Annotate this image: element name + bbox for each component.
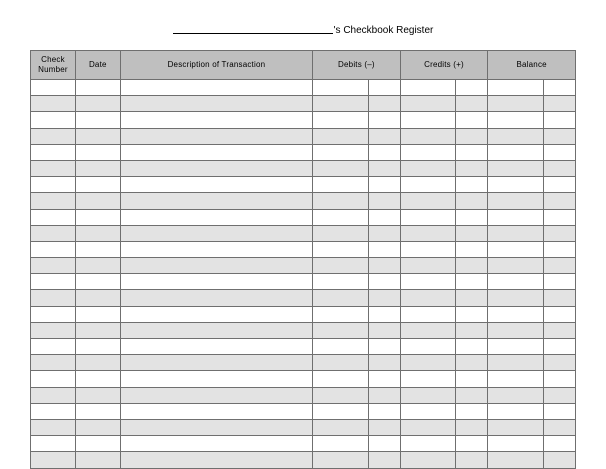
cell-description[interactable]: [120, 419, 312, 435]
cell-check-number[interactable]: [31, 306, 76, 322]
cell-date[interactable]: [75, 128, 120, 144]
table-row: [31, 274, 576, 290]
cell-balance-dollars[interactable]: [488, 225, 544, 241]
cell-date[interactable]: [75, 160, 120, 176]
cell-balance-dollars[interactable]: [488, 144, 544, 160]
cell-debit-cents[interactable]: [368, 144, 400, 160]
cell-credit-cents[interactable]: [456, 258, 488, 274]
cell-balance-cents[interactable]: [543, 274, 575, 290]
cell-debit-dollars[interactable]: [313, 80, 369, 96]
table-row: [31, 419, 576, 435]
column-header-debits: Debits (–): [313, 51, 401, 80]
cell-balance-dollars[interactable]: [488, 274, 544, 290]
cell-credit-cents[interactable]: [456, 193, 488, 209]
cell-credit-cents[interactable]: [456, 403, 488, 419]
cell-check-number[interactable]: [31, 112, 76, 128]
cell-debit-cents[interactable]: [368, 436, 400, 452]
cell-date[interactable]: [75, 112, 120, 128]
cell-credit-cents[interactable]: [456, 387, 488, 403]
cell-debit-cents[interactable]: [368, 306, 400, 322]
table-row: [31, 112, 576, 128]
cell-date[interactable]: [75, 274, 120, 290]
cell-credit-cents[interactable]: [456, 371, 488, 387]
cell-description[interactable]: [120, 258, 312, 274]
cell-debit-cents[interactable]: [368, 355, 400, 371]
cell-description[interactable]: [120, 177, 312, 193]
cell-date[interactable]: [75, 290, 120, 306]
cell-description[interactable]: [120, 306, 312, 322]
cell-balance-cents[interactable]: [543, 452, 575, 468]
cell-balance-cents[interactable]: [543, 96, 575, 112]
cell-debit-dollars[interactable]: [313, 306, 369, 322]
cell-check-number[interactable]: [31, 96, 76, 112]
cell-debit-dollars[interactable]: [313, 258, 369, 274]
cell-balance-cents[interactable]: [543, 209, 575, 225]
cell-debit-dollars[interactable]: [313, 387, 369, 403]
cell-debit-dollars[interactable]: [313, 177, 369, 193]
cell-credit-dollars[interactable]: [400, 387, 456, 403]
table-row: [31, 371, 576, 387]
cell-credit-cents[interactable]: [456, 177, 488, 193]
register-body: [31, 80, 576, 469]
cell-check-number[interactable]: [31, 452, 76, 468]
cell-credit-cents[interactable]: [456, 128, 488, 144]
cell-balance-dollars[interactable]: [488, 241, 544, 257]
cell-date[interactable]: [75, 193, 120, 209]
cell-debit-cents[interactable]: [368, 241, 400, 257]
cell-credit-dollars[interactable]: [400, 322, 456, 338]
cell-balance-dollars[interactable]: [488, 80, 544, 96]
cell-credit-dollars[interactable]: [400, 96, 456, 112]
cell-date[interactable]: [75, 144, 120, 160]
table-row: [31, 258, 576, 274]
cell-balance-cents[interactable]: [543, 160, 575, 176]
cell-debit-dollars[interactable]: [313, 112, 369, 128]
cell-balance-dollars[interactable]: [488, 209, 544, 225]
cell-debit-dollars[interactable]: [313, 436, 369, 452]
cell-description[interactable]: [120, 209, 312, 225]
cell-balance-dollars[interactable]: [488, 128, 544, 144]
cell-balance-cents[interactable]: [543, 80, 575, 96]
cell-credit-dollars[interactable]: [400, 403, 456, 419]
cell-check-number[interactable]: [31, 160, 76, 176]
cell-debit-cents[interactable]: [368, 274, 400, 290]
cell-debit-cents[interactable]: [368, 112, 400, 128]
table-row: [31, 193, 576, 209]
cell-balance-cents[interactable]: [543, 387, 575, 403]
cell-credit-cents[interactable]: [456, 144, 488, 160]
cell-check-number[interactable]: [31, 258, 76, 274]
cell-balance-dollars[interactable]: [488, 339, 544, 355]
cell-debit-cents[interactable]: [368, 96, 400, 112]
table-row: [31, 80, 576, 96]
table-row: [31, 436, 576, 452]
cell-balance-cents[interactable]: [543, 339, 575, 355]
register-table: [30, 50, 576, 469]
cell-credit-cents[interactable]: [456, 209, 488, 225]
table-row: [31, 403, 576, 419]
cell-credit-cents[interactable]: [456, 112, 488, 128]
cell-debit-cents[interactable]: [368, 80, 400, 96]
cell-balance-cents[interactable]: [543, 355, 575, 371]
cell-debit-dollars[interactable]: [313, 160, 369, 176]
cell-credit-cents[interactable]: [456, 339, 488, 355]
cell-balance-dollars[interactable]: [488, 387, 544, 403]
cell-credit-cents[interactable]: [456, 96, 488, 112]
cell-debit-dollars[interactable]: [313, 339, 369, 355]
cell-credit-cents[interactable]: [456, 225, 488, 241]
cell-credit-dollars[interactable]: [400, 193, 456, 209]
cell-check-number[interactable]: [31, 193, 76, 209]
cell-balance-cents[interactable]: [543, 241, 575, 257]
cell-balance-dollars[interactable]: [488, 290, 544, 306]
cell-debit-cents[interactable]: [368, 322, 400, 338]
cell-credit-dollars[interactable]: [400, 112, 456, 128]
cell-debit-cents[interactable]: [368, 209, 400, 225]
document-title: [0, 20, 606, 38]
cell-debit-dollars[interactable]: [313, 452, 369, 468]
cell-balance-cents[interactable]: [543, 306, 575, 322]
cell-date[interactable]: [75, 371, 120, 387]
column-header-credits: Credits (+): [400, 51, 488, 80]
cell-credit-dollars[interactable]: [400, 128, 456, 144]
table-header-row: [31, 51, 576, 80]
cell-date[interactable]: [75, 387, 120, 403]
cell-date[interactable]: [75, 80, 120, 96]
cell-debit-cents[interactable]: [368, 128, 400, 144]
cell-balance-dollars[interactable]: [488, 193, 544, 209]
cell-debit-dollars[interactable]: [313, 403, 369, 419]
cell-description[interactable]: [120, 355, 312, 371]
cell-credit-dollars[interactable]: [400, 177, 456, 193]
cell-description[interactable]: [120, 322, 312, 338]
cell-balance-cents[interactable]: [543, 144, 575, 160]
cell-credit-dollars[interactable]: [400, 452, 456, 468]
cell-balance-dollars[interactable]: [488, 258, 544, 274]
cell-date[interactable]: [75, 177, 120, 193]
cell-date[interactable]: [75, 339, 120, 355]
cell-debit-cents[interactable]: [368, 403, 400, 419]
cell-credit-dollars[interactable]: [400, 274, 456, 290]
cell-date[interactable]: [75, 436, 120, 452]
cell-debit-cents[interactable]: [368, 419, 400, 435]
cell-debit-dollars[interactable]: [313, 371, 369, 387]
cell-description[interactable]: [120, 274, 312, 290]
cell-balance-cents[interactable]: [543, 112, 575, 128]
cell-credit-dollars[interactable]: [400, 209, 456, 225]
table-row: [31, 160, 576, 176]
cell-description[interactable]: [120, 144, 312, 160]
cell-balance-cents[interactable]: [543, 225, 575, 241]
column-header-date: Date: [75, 51, 120, 80]
cell-balance-dollars[interactable]: [488, 112, 544, 128]
cell-debit-cents[interactable]: [368, 290, 400, 306]
cell-check-number[interactable]: [31, 128, 76, 144]
cell-description[interactable]: [120, 112, 312, 128]
cell-credit-dollars[interactable]: [400, 258, 456, 274]
cell-credit-cents[interactable]: [456, 290, 488, 306]
table-row: [31, 209, 576, 225]
cell-credit-dollars[interactable]: [400, 225, 456, 241]
cell-date[interactable]: [75, 355, 120, 371]
cell-date[interactable]: [75, 225, 120, 241]
cell-check-number[interactable]: [31, 144, 76, 160]
cell-credit-cents[interactable]: [456, 306, 488, 322]
cell-credit-cents[interactable]: [456, 452, 488, 468]
cell-date[interactable]: [75, 452, 120, 468]
cell-balance-cents[interactable]: [543, 290, 575, 306]
cell-check-number[interactable]: [31, 290, 76, 306]
cell-balance-cents[interactable]: [543, 371, 575, 387]
cell-balance-cents[interactable]: [543, 436, 575, 452]
cell-date[interactable]: [75, 419, 120, 435]
cell-check-number[interactable]: [31, 274, 76, 290]
cell-description[interactable]: [120, 80, 312, 96]
cell-balance-cents[interactable]: [543, 258, 575, 274]
cell-debit-dollars[interactable]: [313, 144, 369, 160]
cell-debit-dollars[interactable]: [313, 322, 369, 338]
table-row: [31, 241, 576, 257]
cell-check-number[interactable]: [31, 403, 76, 419]
cell-check-number[interactable]: [31, 241, 76, 257]
cell-credit-dollars[interactable]: [400, 290, 456, 306]
table-row: [31, 144, 576, 160]
cell-debit-dollars[interactable]: [313, 274, 369, 290]
cell-balance-cents[interactable]: [543, 177, 575, 193]
cell-balance-dollars[interactable]: [488, 96, 544, 112]
table-row: [31, 225, 576, 241]
cell-balance-dollars[interactable]: [488, 322, 544, 338]
table-row: [31, 452, 576, 468]
cell-check-number[interactable]: [31, 225, 76, 241]
cell-balance-cents[interactable]: [543, 128, 575, 144]
cell-credit-dollars[interactable]: [400, 339, 456, 355]
cell-description[interactable]: [120, 339, 312, 355]
cell-date[interactable]: [75, 403, 120, 419]
cell-credit-dollars[interactable]: [400, 306, 456, 322]
cell-credit-dollars[interactable]: [400, 241, 456, 257]
column-header-balance: Balance: [488, 51, 576, 80]
cell-debit-cents[interactable]: [368, 177, 400, 193]
cell-description[interactable]: [120, 193, 312, 209]
cell-balance-cents[interactable]: [543, 193, 575, 209]
cell-description[interactable]: [120, 160, 312, 176]
cell-description[interactable]: [120, 225, 312, 241]
cell-description[interactable]: [120, 96, 312, 112]
table-row: [31, 355, 576, 371]
table-row: [31, 177, 576, 193]
cell-check-number[interactable]: [31, 387, 76, 403]
table-row: [31, 290, 576, 306]
title-line: [173, 24, 434, 36]
name-blank-field[interactable]: [173, 24, 333, 34]
table-row: [31, 339, 576, 355]
cell-description[interactable]: [120, 241, 312, 257]
cell-description[interactable]: [120, 128, 312, 144]
table-row: [31, 128, 576, 144]
cell-description[interactable]: [120, 403, 312, 419]
cell-debit-cents[interactable]: [368, 387, 400, 403]
cell-debit-dollars[interactable]: [313, 225, 369, 241]
cell-debit-dollars[interactable]: [313, 355, 369, 371]
cell-credit-dollars[interactable]: [400, 144, 456, 160]
cell-balance-dollars[interactable]: [488, 306, 544, 322]
cell-debit-dollars[interactable]: [313, 241, 369, 257]
cell-description[interactable]: [120, 452, 312, 468]
cell-balance-dollars[interactable]: [488, 177, 544, 193]
cell-debit-cents[interactable]: [368, 225, 400, 241]
cell-balance-cents[interactable]: [543, 419, 575, 435]
cell-balance-dollars[interactable]: [488, 160, 544, 176]
cell-debit-cents[interactable]: [368, 258, 400, 274]
cell-credit-dollars[interactable]: [400, 80, 456, 96]
cell-date[interactable]: [75, 322, 120, 338]
cell-balance-cents[interactable]: [543, 322, 575, 338]
cell-check-number[interactable]: [31, 322, 76, 338]
cell-credit-cents[interactable]: [456, 80, 488, 96]
cell-date[interactable]: [75, 96, 120, 112]
cell-debit-cents[interactable]: [368, 371, 400, 387]
cell-description[interactable]: [120, 371, 312, 387]
cell-date[interactable]: [75, 258, 120, 274]
cell-credit-dollars[interactable]: [400, 371, 456, 387]
cell-debit-cents[interactable]: [368, 339, 400, 355]
cell-date[interactable]: [75, 241, 120, 257]
cell-balance-cents[interactable]: [543, 403, 575, 419]
cell-description[interactable]: [120, 387, 312, 403]
cell-debit-dollars[interactable]: [313, 96, 369, 112]
cell-credit-dollars[interactable]: [400, 160, 456, 176]
cell-credit-cents[interactable]: [456, 436, 488, 452]
cell-date[interactable]: [75, 306, 120, 322]
cell-debit-dollars[interactable]: [313, 290, 369, 306]
table-row: [31, 322, 576, 338]
cell-credit-cents[interactable]: [456, 322, 488, 338]
cell-debit-dollars[interactable]: [313, 419, 369, 435]
cell-credit-dollars[interactable]: [400, 419, 456, 435]
cell-debit-dollars[interactable]: [313, 128, 369, 144]
table-row: [31, 306, 576, 322]
cell-check-number[interactable]: [31, 80, 76, 96]
cell-credit-dollars[interactable]: [400, 436, 456, 452]
cell-check-number[interactable]: [31, 355, 76, 371]
cell-balance-dollars[interactable]: [488, 419, 544, 435]
cell-debit-cents[interactable]: [368, 193, 400, 209]
cell-check-number[interactable]: [31, 339, 76, 355]
cell-check-number[interactable]: [31, 436, 76, 452]
cell-description[interactable]: [120, 436, 312, 452]
cell-credit-cents[interactable]: [456, 160, 488, 176]
cell-debit-dollars[interactable]: [313, 193, 369, 209]
cell-credit-dollars[interactable]: [400, 355, 456, 371]
cell-credit-cents[interactable]: [456, 355, 488, 371]
cell-check-number[interactable]: [31, 371, 76, 387]
cell-credit-cents[interactable]: [456, 274, 488, 290]
cell-balance-dollars[interactable]: [488, 371, 544, 387]
cell-date[interactable]: [75, 209, 120, 225]
cell-debit-dollars[interactable]: [313, 209, 369, 225]
cell-balance-dollars[interactable]: [488, 355, 544, 371]
cell-debit-cents[interactable]: [368, 452, 400, 468]
cell-description[interactable]: [120, 290, 312, 306]
column-header-description: Description of Transaction: [120, 51, 312, 80]
cell-check-number[interactable]: [31, 177, 76, 193]
cell-credit-cents[interactable]: [456, 241, 488, 257]
cell-credit-cents[interactable]: [456, 419, 488, 435]
table-row: [31, 96, 576, 112]
column-header-check-number: Check Number: [31, 51, 76, 80]
cell-balance-dollars[interactable]: [488, 403, 544, 419]
cell-debit-cents[interactable]: [368, 160, 400, 176]
cell-check-number[interactable]: [31, 419, 76, 435]
cell-balance-dollars[interactable]: [488, 436, 544, 452]
cell-balance-dollars[interactable]: [488, 452, 544, 468]
cell-check-number[interactable]: [31, 209, 76, 225]
table-row: [31, 387, 576, 403]
page-title-text: 's Checkbook Register: [333, 25, 434, 36]
